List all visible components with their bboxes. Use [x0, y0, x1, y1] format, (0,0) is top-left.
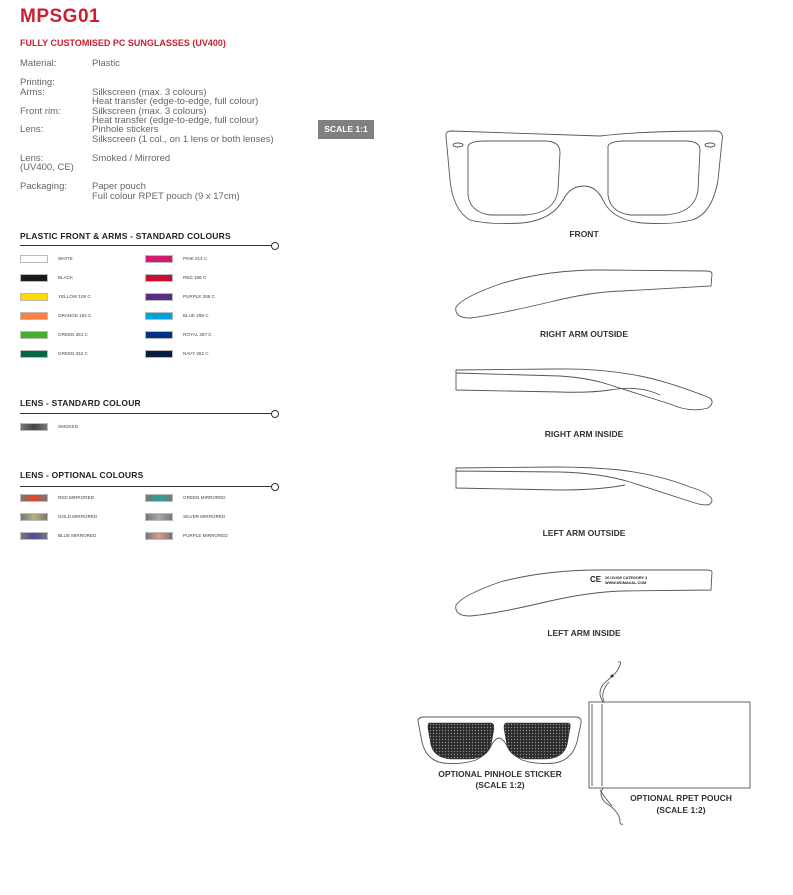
- colour-swatch-label: NAVY 282 C: [183, 351, 209, 356]
- colour-swatch-label: BLACK: [58, 275, 74, 280]
- lens-standard-heading: LENS - STANDARD COLOUR: [20, 398, 141, 408]
- front-rim-value-2: Heat transfer (edge-to-edge, full colour): [92, 115, 259, 126]
- lens-value-1: Pinhole stickers: [92, 124, 159, 135]
- left-arm-inside-drawing: [456, 570, 712, 616]
- ce-mark: CE: [590, 575, 602, 584]
- pinhole-right-lens: [504, 723, 570, 759]
- printing-label: Printing:: [20, 77, 55, 88]
- arms-value-1: Silkscreen (max. 3 colours): [92, 87, 207, 98]
- colour-swatch-label: BLUE MIRRORED: [58, 533, 97, 538]
- lens-uv-label-2: (UV400, CE): [20, 162, 74, 173]
- pouch-caption-line-1: OPTIONAL RPET POUCH: [630, 793, 732, 803]
- arms-label: Arms:: [20, 87, 45, 98]
- pinhole-left-lens: [428, 723, 494, 759]
- colour-swatch-label: YELLOW 108 C: [58, 294, 91, 299]
- colour-swatch-label: RED MIRRORED: [58, 495, 94, 500]
- material-value: Plastic: [92, 58, 120, 69]
- pinhole-caption-line-2: (SCALE 1:2): [475, 780, 525, 790]
- front-view-drawing: [446, 131, 723, 224]
- packaging-value-2: Full colour RPET pouch (9 x 17cm): [92, 191, 240, 202]
- scale-badge: SCALE 1:1: [318, 120, 374, 139]
- pinhole-caption-line-1: OPTIONAL PINHOLE STICKER: [438, 769, 562, 779]
- colour-swatch-label: PURPLE MIRRORED: [183, 533, 228, 538]
- colour-swatch-label: WHITE: [58, 256, 73, 261]
- colour-swatch-label: SILVER MIRRORED: [183, 514, 226, 519]
- colour-swatch-label: ORANGE 164 C: [58, 313, 92, 318]
- product-name: FULLY CUSTOMISED PC SUNGLASSES (UV400): [20, 38, 226, 48]
- colour-swatch-label: GREEN MIRRORED: [183, 495, 226, 500]
- packaging-label: Packaging:: [20, 181, 68, 192]
- packaging-value-1: Paper pouch: [92, 181, 146, 192]
- arms-value-2: Heat transfer (edge-to-edge, full colour): [92, 96, 259, 107]
- right-arm-inside-caption: RIGHT ARM INSIDE: [544, 429, 624, 439]
- right-arm-outside-caption: RIGHT ARM OUTSIDE: [540, 329, 628, 339]
- front-caption: FRONT: [569, 229, 599, 239]
- colour-swatch-label: PINK 214 C: [183, 256, 208, 261]
- colour-swatch-label: GOLD MIRRORED: [58, 514, 98, 519]
- colour-swatch-label: BLUE 299 C: [183, 313, 209, 318]
- colour-swatch-label: GREEN 361 C: [58, 332, 88, 337]
- colour-swatch-label: GREEN 342 C: [58, 351, 88, 356]
- left-arm-outside-caption: LEFT ARM OUTSIDE: [542, 528, 626, 538]
- colour-swatch-label: SMOKED: [58, 424, 78, 429]
- lens-value-2: Silkscreen (1 col., on 1 lens or both lenses): [92, 134, 274, 145]
- lens-uv-label-1: Lens:: [20, 153, 44, 164]
- front-rim-value-1: Silkscreen (max. 3 colours): [92, 106, 207, 117]
- lens-label: Lens:: [20, 124, 44, 135]
- pouch-caption-line-2: (SCALE 1:2): [656, 805, 706, 815]
- front-rim-label: Front rim:: [20, 106, 61, 117]
- frame-colours-heading: PLASTIC FRONT & ARMS - STANDARD COLOURS: [20, 231, 231, 241]
- colour-swatch-label: PURPLE 268 C: [183, 294, 215, 299]
- left-arm-outside-drawing: [456, 467, 712, 505]
- product-code: MPSG01: [20, 6, 101, 27]
- right-arm-outside-drawing: [456, 270, 712, 318]
- arm-marking-line-2: WWW.MOMAUAL.COM: [605, 581, 647, 585]
- arm-marking-line-1: 26 UV400 CATEGORY 3: [605, 576, 648, 580]
- lens-uv-value: Smoked / Mirrored: [92, 153, 171, 164]
- material-label: Material:: [20, 58, 57, 69]
- right-arm-inside-drawing: [456, 369, 712, 410]
- left-arm-inside-caption: LEFT ARM INSIDE: [547, 628, 621, 638]
- colour-swatch-label: RED 186 C: [183, 275, 207, 280]
- lens-optional-heading: LENS - OPTIONAL COLOURS: [20, 470, 144, 480]
- colour-swatch-label: ROYAL 287 C: [183, 332, 212, 337]
